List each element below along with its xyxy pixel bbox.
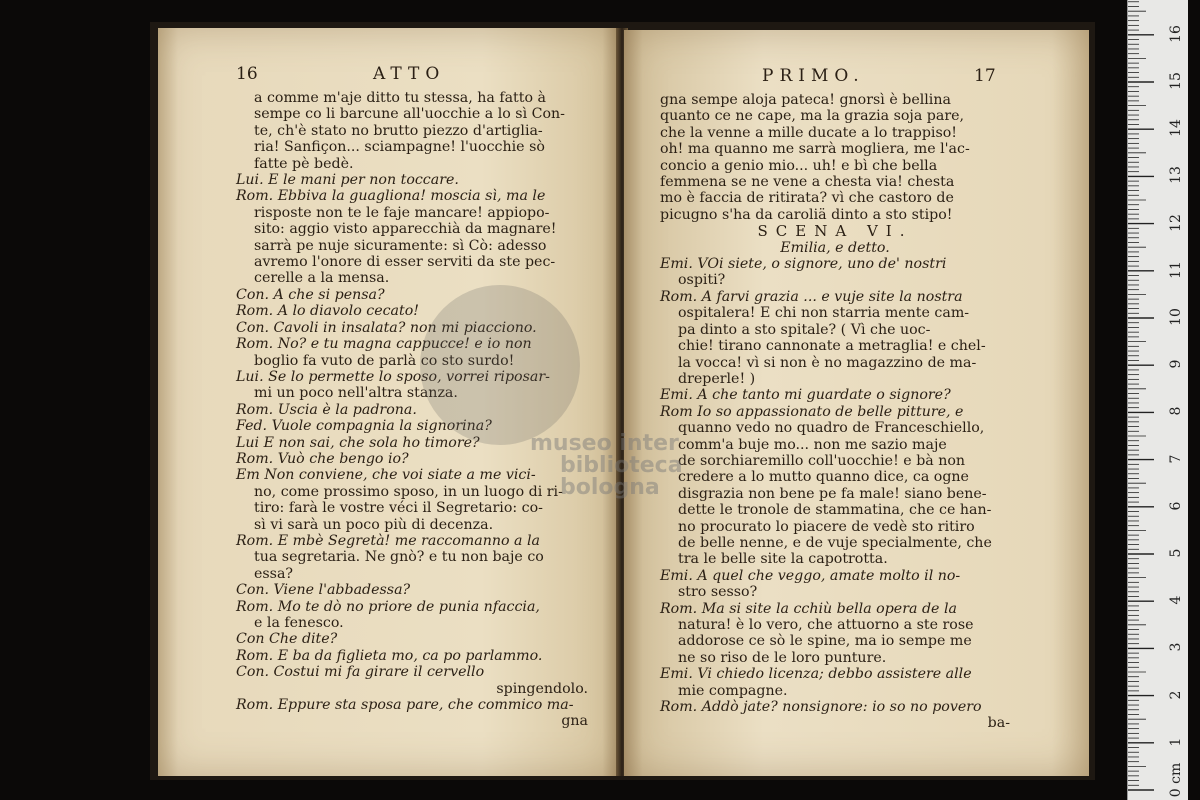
left-text-line: Rom. No? e tu magna cappucce! e io non bbox=[236, 336, 532, 353]
right-text-line: stro sesso? bbox=[678, 584, 758, 601]
right-text-line: SCENA VI. bbox=[757, 222, 913, 241]
right-text-line: Emi. A che tanto mi guardate o signore? bbox=[660, 387, 951, 404]
right-text-line: gna sempe aloja pateca! gnorsì è bellina bbox=[660, 92, 951, 108]
right-text-line: dreperle! ) bbox=[678, 370, 756, 387]
right-text-line: credere a lo mutto quanno dice, ca ogne bbox=[678, 469, 969, 486]
left-text-line: sito: aggio visto apparecchià da magnare! bbox=[254, 221, 557, 238]
right-text-line: natura! è lo vero, che attuorno a ste rose bbox=[678, 617, 974, 633]
left-text-line: Rom. Ebbiva la guagliona! moscia sì, ma le bbox=[236, 188, 546, 205]
left-text-line: a comme m'aje ditto tu stessa, ha fatto à bbox=[254, 90, 546, 106]
ruler-unit-label: 0 cm bbox=[1168, 762, 1184, 798]
left-page-number: 16 bbox=[236, 64, 258, 84]
left-text-line: spingendolo. bbox=[496, 680, 588, 697]
right-text-line: chie! tirano cannonate a metraglia! e chel- bbox=[678, 338, 986, 355]
left-text-line: risposte non te le faje mancare! appiopo- bbox=[254, 204, 550, 221]
ruler-label: 14 bbox=[1168, 119, 1184, 138]
right-text-line: disgrazia non bene pe fa male! siano bene- bbox=[678, 485, 987, 502]
right-text-line: oh! ma quanno me sarrà mogliera, me l'ac- bbox=[660, 141, 970, 158]
left-text-line: Rom. E ba da figlieta mo, ca po parlammo. bbox=[236, 647, 543, 664]
left-text-line: Rom. Mo te dò no priore de punia nfaccia, bbox=[236, 598, 540, 615]
left-text-line: Con. Costui mi fa girare il cervello bbox=[236, 664, 485, 681]
left-text-line: Rom. Eppure sta sposa pare, che commico ma- bbox=[236, 697, 574, 714]
ruler-label: 13 bbox=[1168, 166, 1184, 185]
ruler-label: 5 bbox=[1168, 548, 1184, 558]
ruler-label: 1 bbox=[1168, 737, 1184, 747]
right-text-line: Emi. A quel che veggo, amate molto il no- bbox=[660, 567, 961, 584]
left-text-line: e la fenesco. bbox=[254, 615, 344, 631]
right-text-line: Emilia, e detto. bbox=[780, 239, 890, 256]
right-text-line: femmena se ne vene a chesta via! chesta bbox=[660, 174, 955, 191]
right-text-line: Rom. Ma si site la cchiù bella opera de la bbox=[660, 600, 957, 617]
left-text-line: tiro: farà le vostre véci il Segretario: co- bbox=[254, 500, 543, 517]
right-text-line: concio a genio mio... uh! e bì che bella bbox=[660, 157, 938, 174]
left-text-line: ria! Sanfiçon... sciampagne! l'uocchie sò bbox=[254, 139, 545, 156]
right-text-line: addorose ce sò le spine, ma io sempe me bbox=[678, 633, 972, 650]
left-text-line: boglio fa vuto de parlà co sto surdo! bbox=[254, 352, 515, 369]
left-text-line: Fed. Vuole compagnia la signorina? bbox=[236, 418, 492, 435]
ruler-label: 10 bbox=[1168, 308, 1184, 326]
ruler-label: 4 bbox=[1168, 595, 1184, 605]
right-page-number: 17 bbox=[974, 66, 996, 86]
left-text-line: Rom. Vuò che bengo io? bbox=[236, 450, 409, 467]
right-text-line: no procurato lo piacere de vedè sto ritiro bbox=[678, 518, 975, 535]
left-text-line: mi un poco nell'altra stanza. bbox=[254, 385, 458, 402]
book-spread bbox=[150, 22, 1095, 780]
right-text-line: de sorchiaremillo coll'uocchie! e bà non bbox=[678, 452, 966, 469]
right-page bbox=[624, 30, 1089, 776]
ruler-label: 2 bbox=[1168, 690, 1184, 700]
right-text-line: Rom. A farvi grazia ... e vuje site la nostra bbox=[660, 288, 963, 305]
ruler-label: 12 bbox=[1168, 213, 1184, 232]
right-text-line: tra le belle site la capotrotta. bbox=[678, 551, 888, 568]
left-running-head bbox=[158, 64, 621, 88]
left-text-line: Lui. E le mani per non toccare. bbox=[236, 172, 459, 189]
ruler-label: 3 bbox=[1168, 642, 1184, 652]
left-page-text bbox=[236, 90, 588, 730]
left-text-line: essa? bbox=[254, 565, 294, 582]
left-head-word: ATTO bbox=[373, 64, 446, 84]
left-text-line: Con. A che si pensa? bbox=[236, 286, 385, 303]
right-running-head bbox=[624, 66, 1089, 90]
ruler-label: 16 bbox=[1168, 24, 1184, 43]
ruler-label: 8 bbox=[1168, 406, 1184, 416]
left-text-line: Rom. E mbè Segretà! me raccomanno a la bbox=[236, 532, 540, 549]
left-text-line: tua segretaria. Ne gnò? e tu non baje co bbox=[254, 549, 544, 566]
watermark-line2: biblioteca bbox=[560, 453, 683, 478]
right-text-line: Rom Io so appassionato de belle pitture, e bbox=[660, 403, 964, 420]
right-text-line: dette le tronole de stammatina, che ce han- bbox=[678, 502, 992, 519]
ruler-label: 7 bbox=[1168, 454, 1184, 464]
watermark-line3: bologna bbox=[560, 475, 660, 500]
right-text-line: Emi. Vi chiedo licenza; debbo assistere alle bbox=[660, 666, 972, 683]
left-text-line: no, come prossimo sposo, in un luogo di ri- bbox=[254, 483, 563, 500]
left-text-line: Con. Viene l'abbadessa? bbox=[236, 582, 411, 599]
left-text-line: Rom. Uscia è la padrona. bbox=[236, 401, 417, 418]
ruler-label: 9 bbox=[1168, 359, 1184, 369]
right-text-line: ospitalera! E chi non starria mente cam- bbox=[678, 305, 970, 322]
left-text-line: sarrà pe nuje sicuramente: sì Cò: adesso bbox=[254, 237, 547, 254]
right-text-line: ne so riso de le loro punture. bbox=[678, 649, 887, 666]
right-text-line: la vocca! vì si non è no magazzino de ma- bbox=[678, 354, 977, 371]
ruler-label: 15 bbox=[1168, 72, 1184, 90]
left-text-line: sempe co li barcune all'uocchie a lo sì Con- bbox=[254, 106, 565, 123]
right-text-line: che la venne a mille ducate a lo trappiso! bbox=[660, 124, 957, 141]
left-text-line: Rom. A lo diavolo cecato! bbox=[236, 303, 419, 320]
left-page bbox=[158, 28, 621, 776]
left-text-line: te, ch'è stato no brutto piezzo d'artiglia- bbox=[254, 122, 543, 139]
watermark-line1: museo inter bbox=[530, 431, 679, 456]
left-text-line: fatte pè bedè. bbox=[254, 155, 354, 172]
ruler-label: 11 bbox=[1168, 260, 1184, 279]
right-text-line: comm'a buje mo... non me sazio maje bbox=[678, 436, 947, 453]
left-text-line: cerelle a la mensa. bbox=[254, 270, 390, 287]
left-text-line: gna bbox=[561, 713, 588, 730]
right-text-line: quanno vedo no quadro de Franceschiello, bbox=[678, 420, 985, 437]
right-text-line: pa dinto a sto spitale? ( Vì che uoc- bbox=[678, 321, 931, 338]
right-page-text bbox=[660, 92, 1010, 732]
right-text-line: quanto ce ne cape, ma la grazia soja pare, bbox=[660, 108, 965, 125]
right-text-line: Rom. Addò jate? nonsignore: io so no povero bbox=[660, 699, 982, 716]
left-text-line: Lui E non sai, che sola ho timore? bbox=[236, 434, 480, 451]
left-text-line: Em Non conviene, che voi siate a me vici- bbox=[236, 467, 536, 484]
ruler-label: 6 bbox=[1168, 501, 1184, 511]
right-text-line: mo è faccia de ritirata? vì che castoro de bbox=[660, 190, 954, 207]
left-text-line: Con. Cavoli in insalata? non mi piacciono. bbox=[236, 319, 537, 336]
right-text-line: ospiti? bbox=[678, 272, 726, 289]
left-text-line: Lui. Se lo permette lo sposo, vorrei riposar- bbox=[236, 368, 550, 385]
right-text-line: ba- bbox=[987, 715, 1010, 732]
left-text-line: Con Che dite? bbox=[236, 631, 338, 648]
measurement-ruler bbox=[1127, 0, 1188, 800]
left-text-line: avremo l'onore di esser serviti da ste pec- bbox=[254, 254, 556, 271]
right-text-line: Emi. VOi siete, o signore, uno de' nostri bbox=[660, 256, 947, 273]
right-head-word: PRIMO. bbox=[762, 66, 865, 86]
left-text-line: sì vi sarà un poco più di decenza. bbox=[254, 516, 494, 533]
right-text-line: mie compagne. bbox=[678, 682, 788, 699]
right-text-line: de belle nenne, e de vuje specialmente, che bbox=[678, 534, 992, 551]
right-text-line: picugno s'ha da caroliä dinto a sto stipo! bbox=[660, 206, 953, 223]
